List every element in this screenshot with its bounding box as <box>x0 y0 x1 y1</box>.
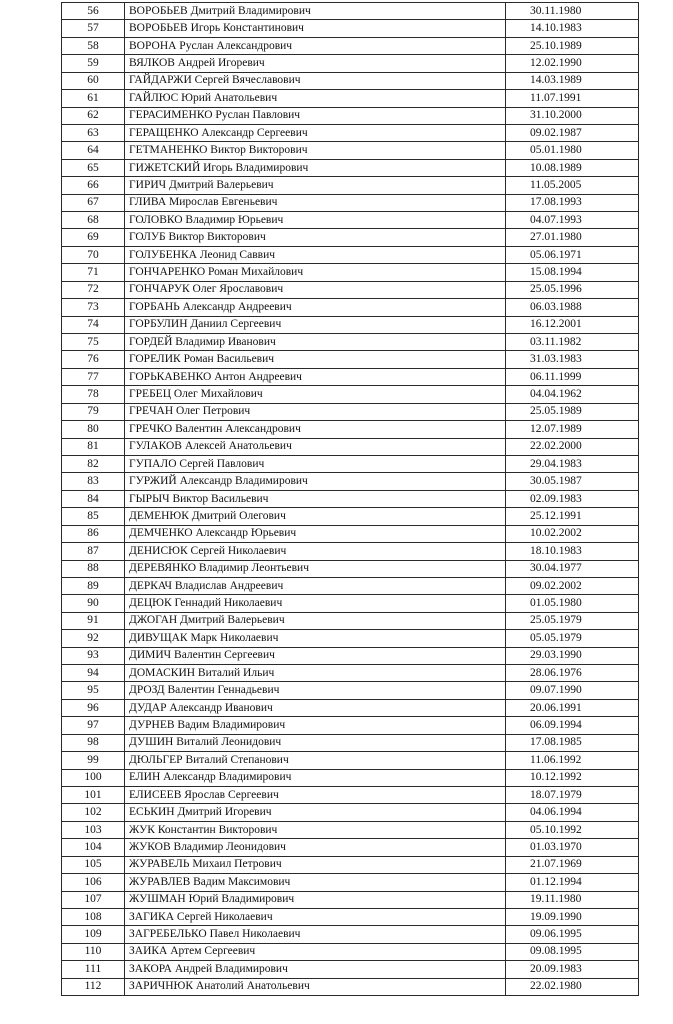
birth-date-cell: 10.12.1992 <box>506 769 639 786</box>
row-number-cell: 106 <box>62 874 125 891</box>
birth-date-cell: 02.09.1983 <box>506 490 639 507</box>
table-row <box>62 124 639 141</box>
birth-date-cell: 25.12.1991 <box>506 508 639 525</box>
birth-date-cell: 04.06.1994 <box>506 804 639 821</box>
row-number-cell: 102 <box>62 804 125 821</box>
birth-date-cell: 04.04.1962 <box>506 386 639 403</box>
row-number-cell: 103 <box>62 821 125 838</box>
birth-date-cell: 01.12.1994 <box>506 874 639 891</box>
birth-date-cell: 04.07.1993 <box>506 212 639 229</box>
full-name-cell: ЕЛИН Александр Владимирович <box>125 769 506 786</box>
birth-date-cell: 29.04.1983 <box>506 455 639 472</box>
table-row <box>62 403 639 420</box>
birth-date-cell: 27.01.1980 <box>506 229 639 246</box>
row-number-cell: 78 <box>62 386 125 403</box>
full-name-cell: ДЕМЕНЮК Дмитрий Олегович <box>125 508 506 525</box>
row-number-cell: 91 <box>62 612 125 629</box>
full-name-cell: ЖУРАВЕЛЬ Михаил Петрович <box>125 856 506 873</box>
full-name-cell: ЗАИКА Артем Сергеевич <box>125 943 506 960</box>
birth-date-cell: 17.08.1985 <box>506 734 639 751</box>
row-number-cell: 96 <box>62 699 125 716</box>
table-row <box>62 839 639 856</box>
table-row <box>62 194 639 211</box>
birth-date-cell: 15.08.1994 <box>506 264 639 281</box>
full-name-cell: ДУШИН Виталий Леонидович <box>125 734 506 751</box>
birth-date-cell: 05.01.1980 <box>506 142 639 159</box>
birth-date-cell: 06.09.1994 <box>506 717 639 734</box>
row-number-cell: 89 <box>62 577 125 594</box>
table-row <box>62 72 639 89</box>
birth-date-cell: 10.02.2002 <box>506 525 639 542</box>
table-row <box>62 177 639 194</box>
birth-date-cell: 14.03.1989 <box>506 72 639 89</box>
row-number-cell: 86 <box>62 525 125 542</box>
row-number-cell: 60 <box>62 72 125 89</box>
row-number-cell: 83 <box>62 473 125 490</box>
birth-date-cell: 03.11.1982 <box>506 334 639 351</box>
full-name-cell: ГЛИВА Мирослав Евгеньевич <box>125 194 506 211</box>
table-row <box>62 264 639 281</box>
row-number-cell: 69 <box>62 229 125 246</box>
birth-date-cell: 16.12.2001 <box>506 316 639 333</box>
full-name-cell: ДЕЦЮК Геннадий Николаевич <box>125 595 506 612</box>
row-number-cell: 73 <box>62 299 125 316</box>
table-row <box>62 821 639 838</box>
full-name-cell: ГОЛУБ Виктор Викторович <box>125 229 506 246</box>
table-row <box>62 647 639 664</box>
birth-date-cell: 11.06.1992 <box>506 752 639 769</box>
row-number-cell: 68 <box>62 212 125 229</box>
row-number-cell: 61 <box>62 90 125 107</box>
full-name-cell: ГЫРЫЧ Виктор Васильевич <box>125 490 506 507</box>
birth-date-cell: 29.03.1990 <box>506 647 639 664</box>
row-number-cell: 85 <box>62 508 125 525</box>
row-number-cell: 58 <box>62 37 125 54</box>
birth-date-cell: 30.11.1980 <box>506 3 639 20</box>
table-row <box>62 943 639 960</box>
full-name-cell: ЗАРИЧНЮК Анатолий Анатольевич <box>125 978 506 995</box>
full-name-cell: ГАЙЛЮС Юрий Анатольевич <box>125 90 506 107</box>
table-row <box>62 908 639 925</box>
table-row <box>62 630 639 647</box>
full-name-cell: ДРОЗД Валентин Геннадьевич <box>125 682 506 699</box>
birth-date-cell: 22.02.2000 <box>506 438 639 455</box>
full-name-cell: ГОРЕЛИК Роман Васильевич <box>125 351 506 368</box>
full-name-cell: ГЕРАЩЕНКО Александр Сергеевич <box>125 124 506 141</box>
birth-date-cell: 18.07.1979 <box>506 786 639 803</box>
full-name-cell: ГРЕЧАН Олег Петрович <box>125 403 506 420</box>
full-name-cell: ГИЖЕТСКИЙ Игорь Владимирович <box>125 159 506 176</box>
table-row <box>62 229 639 246</box>
full-name-cell: ГУРЖИЙ Александр Владимирович <box>125 473 506 490</box>
full-name-cell: ДЕМЧЕНКО Александр Юрьевич <box>125 525 506 542</box>
birth-date-cell: 25.05.1996 <box>506 281 639 298</box>
birth-date-cell: 06.11.1999 <box>506 368 639 385</box>
full-name-cell: ДЖОГАН Дмитрий Валерьевич <box>125 612 506 629</box>
row-number-cell: 77 <box>62 368 125 385</box>
full-name-cell: ГЕРАСИМЕНКО Руслан Павлович <box>125 107 506 124</box>
table-row <box>62 455 639 472</box>
table-row <box>62 961 639 978</box>
table-row <box>62 926 639 943</box>
table-row <box>62 874 639 891</box>
table-row <box>62 281 639 298</box>
row-number-cell: 108 <box>62 908 125 925</box>
row-number-cell: 107 <box>62 891 125 908</box>
birth-date-cell: 31.03.1983 <box>506 351 639 368</box>
table-row <box>62 856 639 873</box>
full-name-cell: ГОНЧАРЕНКО Роман Михайлович <box>125 264 506 281</box>
full-name-cell: ГУПАЛО Сергей Павлович <box>125 455 506 472</box>
table-row <box>62 891 639 908</box>
full-name-cell: ДУДАР Александр Иванович <box>125 699 506 716</box>
table-row <box>62 421 639 438</box>
row-number-cell: 57 <box>62 20 125 37</box>
row-number-cell: 72 <box>62 281 125 298</box>
full-name-cell: ГОРБУЛИН Даниил Сергеевич <box>125 316 506 333</box>
table-row <box>62 159 639 176</box>
row-number-cell: 62 <box>62 107 125 124</box>
full-name-cell: ГРЕЧКО Валентин Александрович <box>125 421 506 438</box>
row-number-cell: 87 <box>62 543 125 560</box>
full-name-cell: ГАЙДАРЖИ Сергей Вячеславович <box>125 72 506 89</box>
table-row <box>62 612 639 629</box>
full-name-cell: ВОРОБЬЕВ Дмитрий Владимирович <box>125 3 506 20</box>
row-number-cell: 97 <box>62 717 125 734</box>
full-name-cell: ГИРИЧ Дмитрий Валерьевич <box>125 177 506 194</box>
birth-date-cell: 01.05.1980 <box>506 595 639 612</box>
birth-date-cell: 19.11.1980 <box>506 891 639 908</box>
row-number-cell: 92 <box>62 630 125 647</box>
birth-date-cell: 30.04.1977 <box>506 560 639 577</box>
full-name-cell: ГРЕБЕЦ Олег Михайлович <box>125 386 506 403</box>
row-number-cell: 82 <box>62 455 125 472</box>
row-number-cell: 93 <box>62 647 125 664</box>
birth-date-cell: 05.10.1992 <box>506 821 639 838</box>
table-row <box>62 752 639 769</box>
full-name-cell: ЗАКОРА Андрей Владимирович <box>125 961 506 978</box>
row-number-cell: 104 <box>62 839 125 856</box>
full-name-cell: ЕСЬКИН Дмитрий Игоревич <box>125 804 506 821</box>
birth-date-cell: 09.02.2002 <box>506 577 639 594</box>
table-row <box>62 577 639 594</box>
table-row <box>62 3 639 20</box>
row-number-cell: 79 <box>62 403 125 420</box>
full-name-cell: ГОЛУБЕНКА Леонид Саввич <box>125 246 506 263</box>
full-name-cell: ЗАГИКА Сергей Николаевич <box>125 908 506 925</box>
table-row <box>62 386 639 403</box>
full-name-cell: ЗАГРЕБЕЛЬКО Павел Николаевич <box>125 926 506 943</box>
row-number-cell: 75 <box>62 334 125 351</box>
table-row <box>62 473 639 490</box>
row-number-cell: 80 <box>62 421 125 438</box>
birth-date-cell: 11.05.2005 <box>506 177 639 194</box>
row-number-cell: 110 <box>62 943 125 960</box>
row-number-cell: 105 <box>62 856 125 873</box>
table-row <box>62 438 639 455</box>
full-name-cell: ДЮЛЬГЕР Виталий Степанович <box>125 752 506 769</box>
row-number-cell: 100 <box>62 769 125 786</box>
table-row <box>62 665 639 682</box>
birth-date-cell: 10.08.1989 <box>506 159 639 176</box>
table-row <box>62 142 639 159</box>
full-name-cell: ДОМАСКИН Виталий Ильич <box>125 665 506 682</box>
full-name-cell: ВЯЛКОВ Андрей Игоревич <box>125 55 506 72</box>
row-number-cell: 101 <box>62 786 125 803</box>
birth-date-cell: 12.07.1989 <box>506 421 639 438</box>
birth-date-cell: 09.06.1995 <box>506 926 639 943</box>
row-number-cell: 59 <box>62 55 125 72</box>
birth-date-cell: 05.05.1979 <box>506 630 639 647</box>
table-row <box>62 734 639 751</box>
birth-date-cell: 12.02.1990 <box>506 55 639 72</box>
full-name-cell: ЖУКОВ Владимир Леонидович <box>125 839 506 856</box>
table-row <box>62 595 639 612</box>
row-number-cell: 112 <box>62 978 125 995</box>
birth-date-cell: 20.06.1991 <box>506 699 639 716</box>
table-row <box>62 525 639 542</box>
row-number-cell: 67 <box>62 194 125 211</box>
table-row <box>62 543 639 560</box>
row-number-cell: 56 <box>62 3 125 20</box>
full-name-cell: ДЕРКАЧ Владислав Андреевич <box>125 577 506 594</box>
row-number-cell: 95 <box>62 682 125 699</box>
birth-date-cell: 21.07.1969 <box>506 856 639 873</box>
full-name-cell: ЖУШМАН Юрий Владимирович <box>125 891 506 908</box>
table-row <box>62 246 639 263</box>
full-name-cell: ДИМИЧ Валентин Сергеевич <box>125 647 506 664</box>
birth-date-cell: 30.05.1987 <box>506 473 639 490</box>
person-table-body <box>62 3 639 996</box>
full-name-cell: ДИВУЩАК Марк Николаевич <box>125 630 506 647</box>
table-row <box>62 107 639 124</box>
birth-date-cell: 17.08.1993 <box>506 194 639 211</box>
full-name-cell: ЖУРАВЛЕВ Вадим Максимович <box>125 874 506 891</box>
birth-date-cell: 20.09.1983 <box>506 961 639 978</box>
birth-date-cell: 06.03.1988 <box>506 299 639 316</box>
row-number-cell: 70 <box>62 246 125 263</box>
full-name-cell: ГОРЬКАВЕНКО Антон Андреевич <box>125 368 506 385</box>
table-row <box>62 37 639 54</box>
table-row <box>62 55 639 72</box>
table-row <box>62 20 639 37</box>
table-row <box>62 717 639 734</box>
table-row <box>62 368 639 385</box>
row-number-cell: 64 <box>62 142 125 159</box>
table-row <box>62 682 639 699</box>
row-number-cell: 111 <box>62 961 125 978</box>
full-name-cell: ГОНЧАРУК Олег Ярославович <box>125 281 506 298</box>
birth-date-cell: 31.10.2000 <box>506 107 639 124</box>
table-row <box>62 334 639 351</box>
row-number-cell: 74 <box>62 316 125 333</box>
birth-date-cell: 01.03.1970 <box>506 839 639 856</box>
table-row <box>62 351 639 368</box>
table-row <box>62 90 639 107</box>
row-number-cell: 63 <box>62 124 125 141</box>
birth-date-cell: 19.09.1990 <box>506 908 639 925</box>
birth-date-cell: 05.06.1971 <box>506 246 639 263</box>
person-table <box>61 2 639 996</box>
table-row <box>62 786 639 803</box>
table-row <box>62 299 639 316</box>
full-name-cell: ДУРНЕВ Вадим Владимирович <box>125 717 506 734</box>
birth-date-cell: 14.10.1983 <box>506 20 639 37</box>
full-name-cell: ЖУК Константин Викторович <box>125 821 506 838</box>
full-name-cell: ДЕРЕВЯНКО Владимир Леонтьевич <box>125 560 506 577</box>
birth-date-cell: 09.08.1995 <box>506 943 639 960</box>
row-number-cell: 90 <box>62 595 125 612</box>
table-row <box>62 560 639 577</box>
table-row <box>62 508 639 525</box>
full-name-cell: ДЕНИСЮК Сергей Николаевич <box>125 543 506 560</box>
table-row <box>62 978 639 995</box>
table-row <box>62 212 639 229</box>
row-number-cell: 71 <box>62 264 125 281</box>
full-name-cell: ВОРОБЬЕВ Игорь Константинович <box>125 20 506 37</box>
full-name-cell: ГОРБАНЬ Александр Андреевич <box>125 299 506 316</box>
row-number-cell: 65 <box>62 159 125 176</box>
full-name-cell: ВОРОНА Руслан Александрович <box>125 37 506 54</box>
full-name-cell: ГОРДЕЙ Владимир Иванович <box>125 334 506 351</box>
row-number-cell: 98 <box>62 734 125 751</box>
row-number-cell: 94 <box>62 665 125 682</box>
row-number-cell: 76 <box>62 351 125 368</box>
table-row <box>62 699 639 716</box>
row-number-cell: 81 <box>62 438 125 455</box>
full-name-cell: ГУЛАКОВ Алексей Анатольевич <box>125 438 506 455</box>
table-row <box>62 316 639 333</box>
table-row <box>62 804 639 821</box>
full-name-cell: ГЕТМАНЕНКО Виктор Викторович <box>125 142 506 159</box>
birth-date-cell: 25.10.1989 <box>506 37 639 54</box>
row-number-cell: 109 <box>62 926 125 943</box>
row-number-cell: 66 <box>62 177 125 194</box>
full-name-cell: ЕЛИСЕЕВ Ярослав Сергеевич <box>125 786 506 803</box>
birth-date-cell: 09.02.1987 <box>506 124 639 141</box>
table-row <box>62 769 639 786</box>
birth-date-cell: 18.10.1983 <box>506 543 639 560</box>
full-name-cell: ГОЛОВКО Владимир Юрьевич <box>125 212 506 229</box>
birth-date-cell: 28.06.1976 <box>506 665 639 682</box>
birth-date-cell: 25.05.1989 <box>506 403 639 420</box>
birth-date-cell: 11.07.1991 <box>506 90 639 107</box>
table-row <box>62 490 639 507</box>
row-number-cell: 88 <box>62 560 125 577</box>
birth-date-cell: 22.02.1980 <box>506 978 639 995</box>
row-number-cell: 99 <box>62 752 125 769</box>
birth-date-cell: 09.07.1990 <box>506 682 639 699</box>
row-number-cell: 84 <box>62 490 125 507</box>
birth-date-cell: 25.05.1979 <box>506 612 639 629</box>
